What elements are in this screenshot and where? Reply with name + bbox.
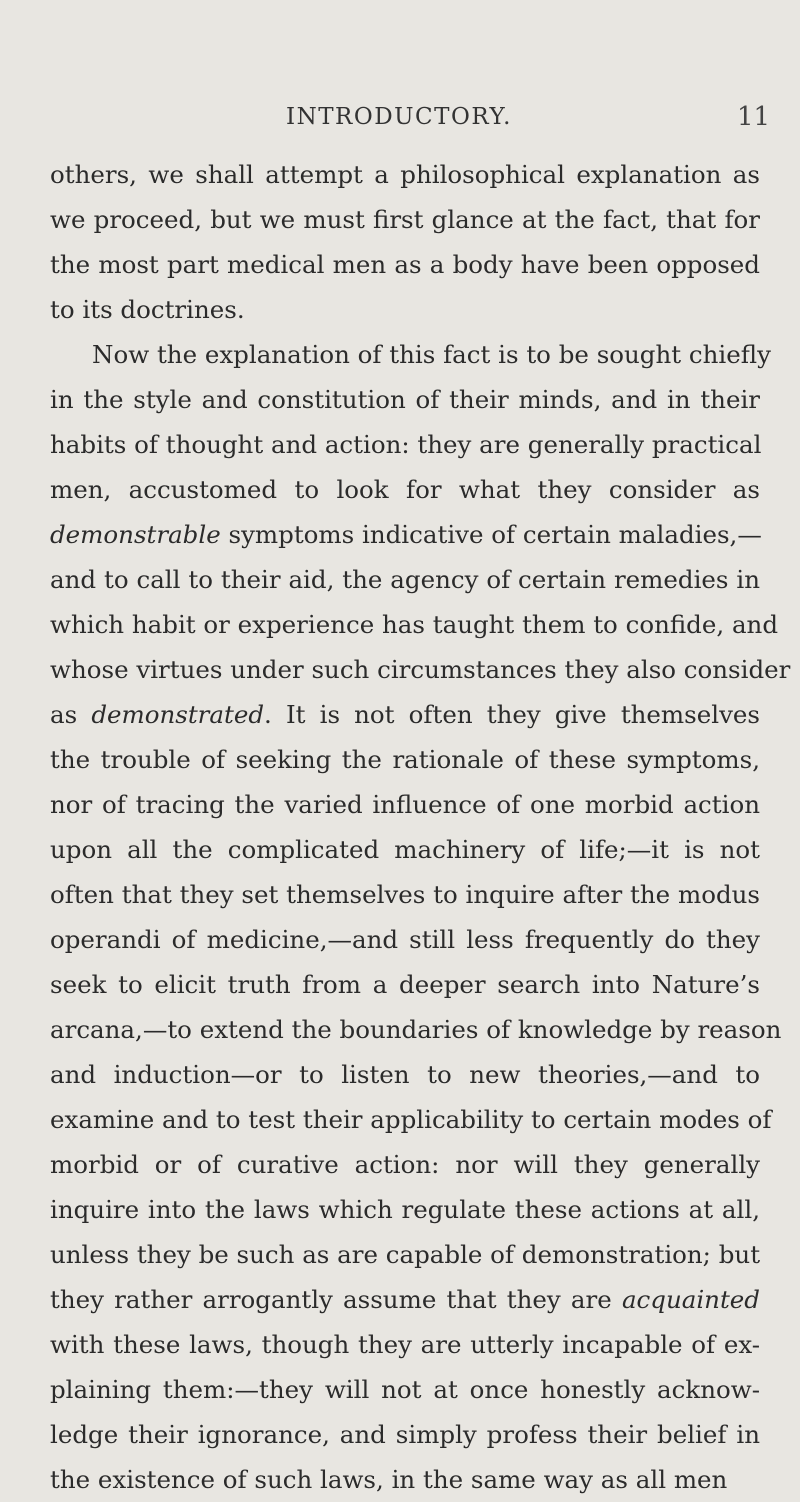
text-line: the most part medical men as a body have been opposed (50, 250, 760, 279)
text-line: we proceed, but we must first glance at the fact, that for (50, 205, 760, 234)
text-line: seek to elicit truth from a deeper search into Nature’s (50, 970, 760, 999)
running-head: INTRODUCTORY. (286, 104, 512, 130)
text-line: men, accustomed to look for what they consider as (50, 475, 760, 504)
text-line: demonstrable symptoms indicative of certain maladies,— (50, 520, 762, 549)
text-line: whose virtues under such circumstances they also consider (50, 655, 791, 684)
text-line: they rather arrogantly assume that they are acquainted (50, 1285, 760, 1314)
text-line: inquire into the laws which regulate these actions at all, (50, 1195, 760, 1224)
text-line: others, we shall attempt a philosophical explanation as (50, 160, 760, 189)
text-line: often that they set themselves to inquire after the modus (50, 880, 760, 909)
text-line: upon all the complicated machinery of life;—it is not (50, 835, 760, 864)
text-line: nor of tracing the varied influence of one morbid action (50, 790, 760, 819)
text-line: the trouble of seeking the rationale of these symptoms, (50, 745, 760, 774)
italic-word: demonstrated (91, 700, 265, 729)
text-line: and to call to their aid, the agency of certain remedies in (50, 565, 760, 594)
text-line: which habit or experience has taught them to confide, and (50, 610, 779, 639)
text-line: in the style and constitution of their minds, and in their (50, 385, 760, 414)
text-line: as demonstrated. It is not often they give themselves (50, 700, 760, 729)
page-number: 11 (737, 102, 771, 132)
text-line: habits of thought and action: they are generally practical (50, 430, 762, 459)
italic-word: acquainted (621, 1285, 760, 1314)
text-line: the existence of such laws, in the same way as all men (50, 1465, 728, 1494)
text-line: Now the explanation of this fact is to be sought chiefly (92, 340, 771, 369)
text-line: ledge their ignorance, and simply profess their belief in (50, 1420, 760, 1449)
text-line: and induction—or to listen to new theories,—and to (50, 1060, 760, 1089)
text-line: morbid or of curative action: nor will they generally (50, 1150, 760, 1179)
body-text (50, 152, 791, 1502)
text-line: operandi of medicine,—and still less frequently do they (50, 925, 760, 954)
text-line: unless they be such as are capable of demonstration; but (50, 1240, 761, 1269)
text-line: to its doctrines. (50, 295, 245, 324)
italic-word: demonstrable (50, 520, 221, 549)
text-line: examine and to test their applicability to certain modes of (50, 1105, 772, 1134)
page-header (0, 98, 800, 138)
text-line: plaining them:—they will not at once honestly acknow- (50, 1375, 760, 1404)
text-line: arcana,—to extend the boundaries of knowledge by reason (50, 1015, 782, 1044)
text-line: with these laws, though they are utterly incapable of ex- (50, 1330, 760, 1359)
